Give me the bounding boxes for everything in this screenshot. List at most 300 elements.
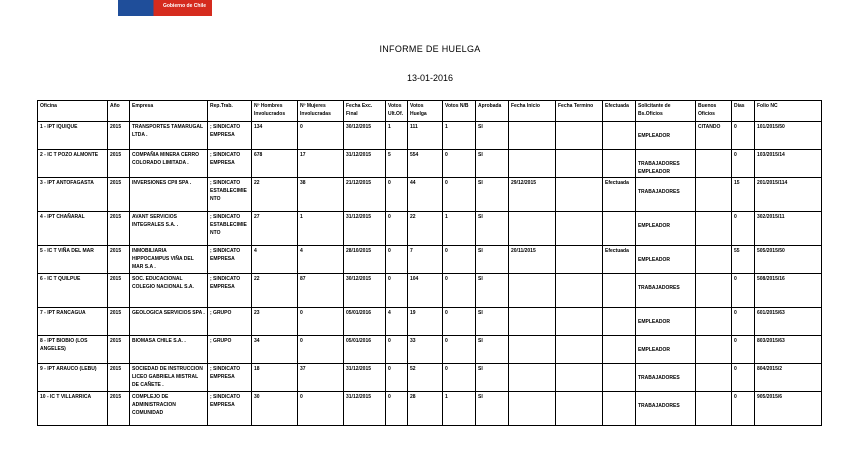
cell-text: 0 <box>734 152 737 158</box>
cell-text: TRABAJADORES <box>638 375 680 381</box>
cell-votos-huelga <box>408 364 443 392</box>
cell-text: 2015 <box>110 180 122 186</box>
cell-votos-ult <box>386 212 408 246</box>
cell-text: EMPLEADOR <box>638 133 670 139</box>
cell-text: 0 <box>734 276 737 282</box>
cell-votos-ult <box>386 178 408 212</box>
cell-text: 508/2015/16 <box>757 276 785 282</box>
cell-text: 302/2015/11 <box>757 214 785 220</box>
cell-text: 104 <box>410 276 419 282</box>
table-row <box>38 308 822 336</box>
cell-buenos <box>696 274 732 308</box>
cell-text: 0 <box>300 338 303 344</box>
cell-text: 52 <box>410 366 416 372</box>
strike-report-table <box>37 100 822 426</box>
col-header: Votos Ult.Of. <box>386 101 408 122</box>
cell-text: COMPLEJO DE ADMINISTRACION COMUNIDAD <box>132 394 176 416</box>
col-header: Oficina <box>38 101 108 122</box>
col-header: Aprobada <box>476 101 509 122</box>
cell-text: 38 <box>300 180 306 186</box>
cell-fecha-exc <box>344 212 386 246</box>
cell-votos-nb <box>443 122 476 150</box>
cell-buenos <box>696 392 732 426</box>
cell-text: 4 <box>300 248 303 254</box>
cell-text: SI <box>478 394 483 400</box>
cell-text: 803/2015/63 <box>757 338 785 344</box>
table-row <box>38 336 822 364</box>
cell-text: INMOBILIARIA HIPPOCAMPUS VIÑA DEL MAR S.A . <box>132 248 194 270</box>
cell-mujeres <box>298 392 344 426</box>
cell-solicitante <box>636 178 696 212</box>
cell-oficina <box>38 122 108 150</box>
cell-folio <box>755 122 822 150</box>
cell-text: 6 - IC T QUILPUE <box>40 276 81 282</box>
cell-oficina <box>38 336 108 364</box>
cell-rep <box>208 364 252 392</box>
cell-dias <box>732 246 755 274</box>
cell-fecha-inicio <box>509 122 556 150</box>
cell-empresa <box>130 364 208 392</box>
cell-aprobada <box>476 178 509 212</box>
col-header: Solicitante de Bs.Oficios <box>636 101 696 122</box>
cell-mujeres <box>298 274 344 308</box>
cell-text: 0 <box>300 310 303 316</box>
cell-fecha-termino <box>556 308 603 336</box>
cell-text: 0 <box>445 152 448 158</box>
cell-text: 31/12/2015 <box>346 394 372 400</box>
cell-text: 87 <box>300 276 306 282</box>
cell-text: 103/2015/14 <box>757 152 785 158</box>
cell-fecha-exc <box>344 274 386 308</box>
cell-text: SOCIEDAD DE INSTRUCCION LICEO GABRIELA MISTRAL DE CAÑETE . <box>132 366 203 388</box>
cell-efectuada <box>603 150 636 178</box>
cell-fecha-exc <box>344 150 386 178</box>
cell-hombres <box>252 392 298 426</box>
cell-mujeres <box>298 336 344 364</box>
cell-solicitante <box>636 364 696 392</box>
cell-fecha-exc <box>344 392 386 426</box>
cell-text: 27 <box>254 214 260 220</box>
cell-aprobada <box>476 150 509 178</box>
cell-dias <box>732 122 755 150</box>
cell-text: 30 <box>254 394 260 400</box>
cell-text: 905/2015/6 <box>757 394 783 400</box>
cell-fecha-inicio <box>509 336 556 364</box>
cell-text: 3 - IPT ANTOFAGASTA <box>40 180 94 186</box>
cell-votos-nb <box>443 246 476 274</box>
cell-fecha-termino <box>556 246 603 274</box>
cell-text: CITANDO <box>698 124 721 130</box>
cell-text: 31/12/2015 <box>346 214 372 220</box>
cell-votos-ult <box>386 364 408 392</box>
cell-efectuada <box>603 308 636 336</box>
cell-aprobada <box>476 246 509 274</box>
cell-solicitante <box>636 336 696 364</box>
cell-rep <box>208 122 252 150</box>
cell-buenos <box>696 336 732 364</box>
cell-rep <box>208 150 252 178</box>
cell-text: 28 <box>410 394 416 400</box>
cell-text: SI <box>478 180 483 186</box>
cell-text: 1 - IPT IQUIQUE <box>40 124 78 130</box>
cell-text: 0 <box>734 310 737 316</box>
table-row <box>38 246 822 274</box>
cell-text: 21/12/2015 <box>346 180 372 186</box>
cell-text: ; GRUPO <box>210 338 232 344</box>
cell-text: 0 <box>734 124 737 130</box>
cell-rep <box>208 212 252 246</box>
col-header: Buenos Oficios <box>696 101 732 122</box>
cell-text: 0 <box>388 214 391 220</box>
cell-text: SI <box>478 338 483 344</box>
cell-text: ; SINDICATO ESTABLECIMIENTO <box>210 214 247 236</box>
cell-text: TRABAJADORES EMPLEADOR <box>638 161 680 175</box>
cell-text: ; SINDICATO EMPRESA <box>210 248 241 262</box>
cell-dias <box>732 392 755 426</box>
cell-text: ; SINDICATO EMPRESA <box>210 276 241 290</box>
cell-anio <box>108 308 130 336</box>
cell-text: 19 <box>410 310 416 316</box>
cell-votos-huelga <box>408 150 443 178</box>
cell-folio <box>755 212 822 246</box>
cell-text: SI <box>478 276 483 282</box>
cell-text: 0 <box>445 366 448 372</box>
cell-solicitante <box>636 122 696 150</box>
cell-text: 111 <box>410 124 418 130</box>
cell-text: 33 <box>410 338 416 344</box>
cell-text: 5 <box>388 152 391 158</box>
cell-fecha-termino <box>556 364 603 392</box>
cell-text: 0 <box>445 310 448 316</box>
cell-empresa <box>130 274 208 308</box>
cell-text: EMPLEADOR <box>638 223 670 229</box>
cell-text: 2015 <box>110 310 122 316</box>
cell-dias <box>732 150 755 178</box>
cell-text: 7 <box>410 248 413 254</box>
cell-dias <box>732 336 755 364</box>
table-row <box>38 212 822 246</box>
cell-rep <box>208 178 252 212</box>
cell-oficina <box>38 274 108 308</box>
cell-aprobada <box>476 274 509 308</box>
cell-empresa <box>130 308 208 336</box>
cell-anio <box>108 246 130 274</box>
cell-fecha-exc <box>344 178 386 212</box>
cell-solicitante <box>636 150 696 178</box>
cell-text: 2015 <box>110 366 122 372</box>
cell-fecha-inicio <box>509 212 556 246</box>
cell-empresa <box>130 212 208 246</box>
cell-buenos <box>696 178 732 212</box>
cell-votos-ult <box>386 308 408 336</box>
cell-text: 2 - IC T POZO ALMONTE <box>40 152 99 158</box>
cell-text: 4 - IPT CHAÑARAL <box>40 214 85 220</box>
cell-text: 29/12/2015 <box>511 180 537 186</box>
cell-oficina <box>38 212 108 246</box>
cell-text: 44 <box>410 180 416 186</box>
cell-folio <box>755 150 822 178</box>
cell-text: 1 <box>445 214 448 220</box>
cell-text: EMPLEADOR <box>638 257 670 263</box>
cell-text: 05/01/2016 <box>346 338 372 344</box>
cell-text: 0 <box>388 394 391 400</box>
cell-text: 804/2015/2 <box>757 366 783 372</box>
cell-oficina <box>38 308 108 336</box>
cell-text: 101/2015/50 <box>757 124 785 130</box>
cell-fecha-inicio <box>509 274 556 308</box>
cell-text: 1 <box>388 124 391 130</box>
cell-text: 1 <box>445 394 448 400</box>
cell-text: 134 <box>254 124 263 130</box>
cell-aprobada <box>476 364 509 392</box>
cell-votos-nb <box>443 178 476 212</box>
cell-text: 23 <box>254 310 260 316</box>
cell-efectuada <box>603 122 636 150</box>
cell-efectuada <box>603 212 636 246</box>
cell-buenos <box>696 246 732 274</box>
report-date: 13-01-2016 <box>406 73 454 83</box>
col-header: Fecha Exc. Final <box>344 101 386 122</box>
cell-votos-ult <box>386 150 408 178</box>
cell-text: 2015 <box>110 338 122 344</box>
cell-hombres <box>252 274 298 308</box>
report-title: INFORME DE HUELGA <box>379 44 481 54</box>
gobierno-logo <box>118 0 212 16</box>
cell-mujeres <box>298 212 344 246</box>
cell-anio <box>108 274 130 308</box>
logo-text: Gobierno de Chile <box>162 3 206 9</box>
cell-text: 0 <box>734 366 737 372</box>
cell-votos-nb <box>443 308 476 336</box>
cell-anio <box>108 336 130 364</box>
cell-oficina <box>38 364 108 392</box>
cell-text: BIOMASA CHILE S.A. . <box>132 338 186 344</box>
cell-mujeres <box>298 178 344 212</box>
cell-text: 34 <box>254 338 260 344</box>
cell-fecha-termino <box>556 178 603 212</box>
cell-text: 1 <box>300 214 303 220</box>
cell-solicitante <box>636 212 696 246</box>
cell-empresa <box>130 122 208 150</box>
cell-hombres <box>252 336 298 364</box>
cell-text: 0 <box>445 338 448 344</box>
col-header: Folio NC <box>755 101 822 122</box>
cell-text: EMPLEADOR <box>638 319 670 325</box>
cell-text: 8 - IPT BIOBIO (LOS ANGELES) <box>40 338 88 352</box>
cell-text: 201/2015/114 <box>757 180 788 186</box>
cell-text: 1 <box>445 124 448 130</box>
cell-text: 0 <box>300 124 303 130</box>
cell-aprobada <box>476 212 509 246</box>
cell-text: 05/01/2016 <box>346 310 372 316</box>
cell-text: 601/2015/63 <box>757 310 785 316</box>
cell-text: Efectuada <box>605 248 629 254</box>
table-body <box>38 122 822 426</box>
cell-text: ; SINDICATO ESTABLECIMIENTO <box>210 180 247 202</box>
cell-text: SI <box>478 310 483 316</box>
cell-text: 505/2015/50 <box>757 248 785 254</box>
cell-text: 2015 <box>110 394 122 400</box>
cell-fecha-termino <box>556 274 603 308</box>
cell-oficina <box>38 150 108 178</box>
cell-text: INVERSIONES CPII SPA . <box>132 180 192 186</box>
cell-empresa <box>130 392 208 426</box>
cell-oficina <box>38 392 108 426</box>
cell-oficina <box>38 178 108 212</box>
cell-text: 2015 <box>110 152 122 158</box>
cell-rep <box>208 336 252 364</box>
cell-dias <box>732 212 755 246</box>
cell-votos-huelga <box>408 178 443 212</box>
cell-votos-ult <box>386 336 408 364</box>
cell-rep <box>208 308 252 336</box>
cell-buenos <box>696 150 732 178</box>
cell-aprobada <box>476 308 509 336</box>
cell-text: 0 <box>388 338 391 344</box>
cell-fecha-termino <box>556 122 603 150</box>
cell-votos-huelga <box>408 392 443 426</box>
cell-dias <box>732 308 755 336</box>
cell-text: SI <box>478 124 483 130</box>
cell-text: 31/12/2015 <box>346 366 372 372</box>
cell-text: 0 <box>388 180 391 186</box>
cell-mujeres <box>298 246 344 274</box>
cell-text: 9 - IPT ARAUCO (LEBU) <box>40 366 97 372</box>
cell-votos-huelga <box>408 274 443 308</box>
cell-text: 2015 <box>110 248 122 254</box>
col-header: Efectuada <box>603 101 636 122</box>
cell-mujeres <box>298 122 344 150</box>
cell-efectuada <box>603 246 636 274</box>
cell-hombres <box>252 122 298 150</box>
cell-text: 2015 <box>110 276 122 282</box>
cell-hombres <box>252 308 298 336</box>
table-header-row <box>38 101 822 122</box>
cell-hombres <box>252 246 298 274</box>
cell-text: 30/12/2015 <box>346 276 372 282</box>
cell-text: EMPLEADOR <box>638 347 670 353</box>
cell-empresa <box>130 246 208 274</box>
col-header: Votos N/B <box>443 101 476 122</box>
cell-rep <box>208 392 252 426</box>
cell-text: SI <box>478 248 483 254</box>
cell-solicitante <box>636 274 696 308</box>
cell-text: 4 <box>254 248 257 254</box>
cell-hombres <box>252 150 298 178</box>
cell-anio <box>108 364 130 392</box>
cell-text: 0 <box>388 248 391 254</box>
cell-text: 5 - IC T VIÑA DEL MAR <box>40 248 94 254</box>
cell-anio <box>108 150 130 178</box>
cell-votos-huelga <box>408 122 443 150</box>
cell-text: ; GRUPO <box>210 310 232 316</box>
cell-text: SI <box>478 152 483 158</box>
cell-text: 0 <box>734 214 737 220</box>
cell-anio <box>108 392 130 426</box>
cell-text: 22 <box>410 214 416 220</box>
cell-folio <box>755 364 822 392</box>
cell-buenos <box>696 122 732 150</box>
cell-text: TRABAJADORES <box>638 285 680 291</box>
cell-fecha-inicio <box>509 392 556 426</box>
cell-empresa <box>130 178 208 212</box>
cell-text: 678 <box>254 152 263 158</box>
cell-text: 4 <box>388 310 391 316</box>
cell-empresa <box>130 150 208 178</box>
cell-votos-ult <box>386 122 408 150</box>
cell-fecha-exc <box>344 336 386 364</box>
cell-anio <box>108 178 130 212</box>
cell-buenos <box>696 308 732 336</box>
cell-text: 20/11/2015 <box>511 248 536 254</box>
cell-efectuada <box>603 274 636 308</box>
cell-text: 2015 <box>110 124 122 130</box>
cell-votos-nb <box>443 392 476 426</box>
cell-folio <box>755 392 822 426</box>
cell-fecha-exc <box>344 122 386 150</box>
cell-fecha-termino <box>556 150 603 178</box>
col-header: Nº Mujeres Involucradas <box>298 101 344 122</box>
cell-efectuada <box>603 178 636 212</box>
cell-text: 0 <box>388 366 391 372</box>
cell-hombres <box>252 364 298 392</box>
col-header: Año <box>108 101 130 122</box>
cell-aprobada <box>476 392 509 426</box>
cell-efectuada <box>603 364 636 392</box>
cell-fecha-exc <box>344 308 386 336</box>
cell-text: 0 <box>445 276 448 282</box>
cell-text: 31/12/2015 <box>346 152 372 158</box>
cell-text: 30/12/2015 <box>346 124 372 130</box>
cell-fecha-inicio <box>509 178 556 212</box>
cell-text: 15 <box>734 180 740 186</box>
cell-fecha-inicio <box>509 308 556 336</box>
cell-dias <box>732 178 755 212</box>
cell-solicitante <box>636 246 696 274</box>
cell-votos-huelga <box>408 308 443 336</box>
table-row <box>38 150 822 178</box>
cell-text: COMPAÑIA MINERA CERRO COLORADO LIMITADA . <box>132 152 200 166</box>
cell-text: SI <box>478 366 483 372</box>
cell-text: ; SINDICATO EMPRESA <box>210 124 241 138</box>
cell-rep <box>208 274 252 308</box>
cell-buenos <box>696 364 732 392</box>
cell-text: TRABAJADORES <box>638 403 680 409</box>
cell-empresa <box>130 336 208 364</box>
col-header: Empresa <box>130 101 208 122</box>
cell-text: 0 <box>734 338 737 344</box>
cell-efectuada <box>603 336 636 364</box>
cell-votos-nb <box>443 274 476 308</box>
cell-folio <box>755 246 822 274</box>
cell-text: 0 <box>388 276 391 282</box>
cell-fecha-inicio <box>509 364 556 392</box>
cell-text: 37 <box>300 366 306 372</box>
cell-votos-nb <box>443 364 476 392</box>
cell-votos-huelga <box>408 246 443 274</box>
cell-fecha-inicio <box>509 246 556 274</box>
table-row <box>38 122 822 150</box>
cell-text: 22 <box>254 276 260 282</box>
cell-votos-ult <box>386 246 408 274</box>
cell-text: 18 <box>254 366 260 372</box>
cell-text: 22 <box>254 180 260 186</box>
cell-text: TRANSPORTES TAMARUGAL LTDA . <box>132 124 203 138</box>
cell-solicitante <box>636 308 696 336</box>
cell-oficina <box>38 246 108 274</box>
cell-text: 7 - IPT RANCAGUA <box>40 310 86 316</box>
cell-text: 0 <box>445 180 448 186</box>
